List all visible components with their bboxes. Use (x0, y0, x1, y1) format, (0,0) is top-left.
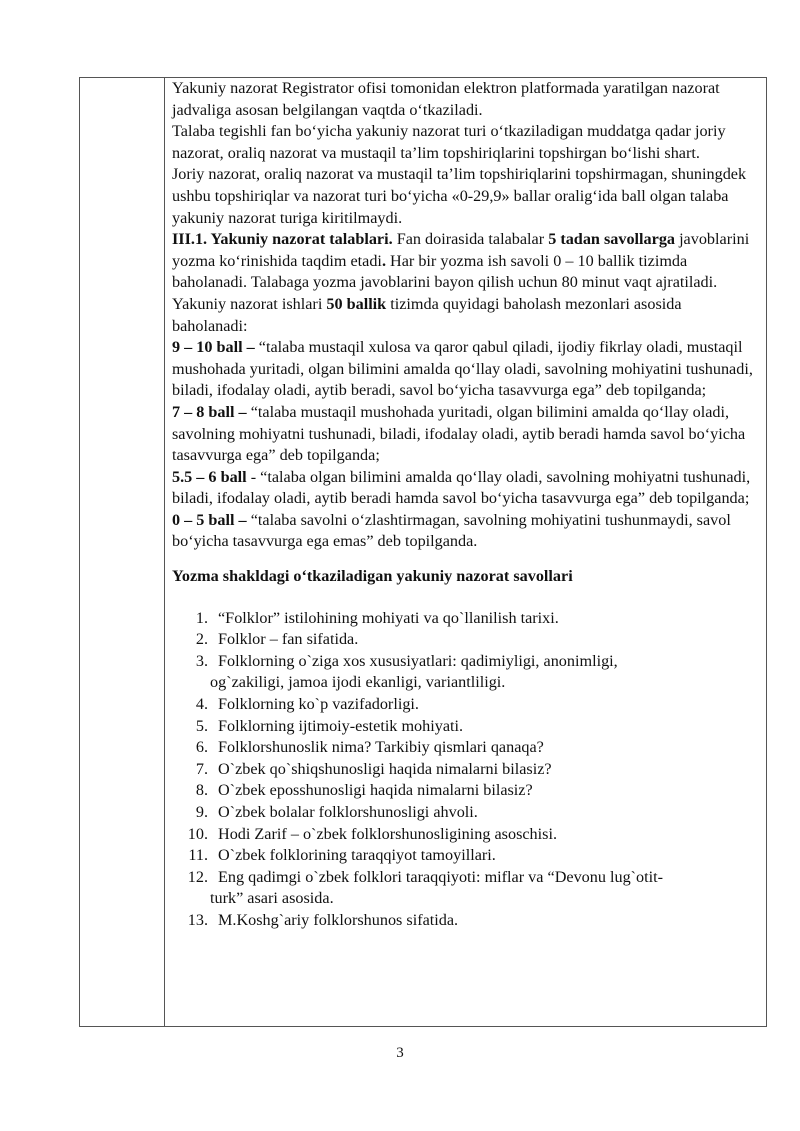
list-item: 10. Hodi Zarif – o`zbek folklorshunosligining asoschisi. (187, 824, 557, 843)
criterion-0-5: 0 – 5 ball – “talaba savolni o‘zlashtirmagan, savolning mohiyatini tushunmaydi, savol bo‘yicha tasavvurga ega emas” deb topilganda. (172, 510, 731, 551)
list-item: 6. Folklorshunoslik nima? Tarkibiy qismlari qanaqa? (195, 738, 544, 757)
question-count: 5 tadan savollarga (548, 230, 676, 249)
questions-list (172, 608, 758, 932)
criterion-5-6: 5.5 – 6 ball - “talaba olgan bilimini amalda qo‘llay oladi, savolning mohiyatni tushunadi, biladi, ifodalay oladi, aytib beradi hamda savol bo‘yicha tasavvurga ega” deb topilganda; (172, 467, 751, 508)
criterion-9-10: 9 – 10 ball – “talaba mustaqil xulosa va qaror qabul qiladi, ijodiy fikrlay oladi, mustaqil mushohada yuritadi, olgan bilimini amalda qo‘llay oladi, savolning mohiyatini tushunadi, biladi, ifodalay oladi, aytib beradi, savol bo‘yicha tasavvurga ega” deb topilganda; (172, 338, 753, 400)
list-item: 9. O`zbek bolalar folklorshunosligi ahvoli. (195, 803, 478, 821)
list-item: 11. O`zbek folklorining taraqqiyot tamoyillari. (188, 846, 496, 865)
list-item: 5. Folklorning ijtimoiy-estetik mohiyati. (195, 716, 464, 735)
list-item: 8. O`zbek eposshunosligi haqida nimalarni bilasiz? (195, 781, 533, 800)
list-item: 7. O`zbek qo`shiqshunosligi haqida nimalarni bilasiz? (195, 759, 552, 778)
criterion-7-8: 7 – 8 ball – “talaba mustaqil mushohada yuritadi, olgan bilimini amalda qo‘llay oladi, savolning mohiyatni tushunadi, biladi, ifodalay oladi, aytib beradi hamda savol bo‘yicha tasavvurga ega” deb topilganda; (172, 402, 746, 465)
questions-heading: Yozma shakldagi o‘tkaziladigan yakuniy nazorat savollari (172, 567, 573, 586)
document-content (172, 78, 758, 932)
intro-paragraph-3: Joriy nazorat, oraliq nazorat va mustaqil ta’lim topshiriqlarini topshirmagan, shuningdek ushbu topshiriqlar va nazorat turi bo‘yicha «0-29,9» ballar oralig‘ida ball olgan talaba yakuniy nazorat turiga kiritilmaydi. (172, 165, 747, 227)
requirements-title: III.1. Yakuniy nazorat talablari. (172, 230, 393, 249)
list-item: 2. Folklor – fan sifatida. (195, 630, 359, 649)
requirements-paragraph: III.1. Yakuniy nazorat talablari. Fan doirasida talabalar 5 tadan savollarga javoblarini yozma ko‘rinishida taqdim etadi. Har bir yozma ish savoli 0 – 10 ballik tizimda baholanadi. Talabaga yozma javoblarini bayon qilish uchun 80 minut vaqt ajratiladi. (172, 230, 750, 292)
list-item: 4. Folklorning ko`p vazifadorligi. (195, 695, 419, 714)
list-item: 12. Eng qadimgi o`zbek folklori taraqqiyoti: miflar va “Devonu lug`otit- turk” asari asosida. (187, 867, 664, 908)
column-divider (164, 77, 165, 1027)
max-score: 50 ballik (326, 294, 387, 313)
intro-paragraph-2: Talaba tegishli fan bo‘yicha yakuniy nazorat turi o‘tkaziladigan muddatga qadar joriy nazorat, oraliq nazorat va mustaqil ta’lim topshiriqlarini topshirgan bo‘lishi shart. (172, 122, 726, 162)
page-number: 3 (396, 1045, 404, 1061)
intro-paragraph-1: Yakuniy nazorat Registrator ofisi tomonidan elektron platformada yaratilgan nazorat jadvaliga asosan belgilangan vaqtda o‘tkaziladi. (172, 79, 720, 119)
grading-paragraph: Yakuniy nazorat ishlari 50 ballik tizimda quyidagi baholash mezonlari asosida baholanadi: (172, 294, 682, 335)
list-item: 3. Folklorning o`ziga xos xususiyatlari: qadimiyligi, anonimligi, og`zakiligi, jamoa ijodi ekanligi, variantliligi. (195, 651, 618, 692)
list-item: 1. “Folklor” istilohining mohiyati va qo`llanilish tarixi. (195, 608, 559, 627)
list-item: 13. M.Koshg`ariy folklorshunos sifatida. (187, 910, 459, 929)
